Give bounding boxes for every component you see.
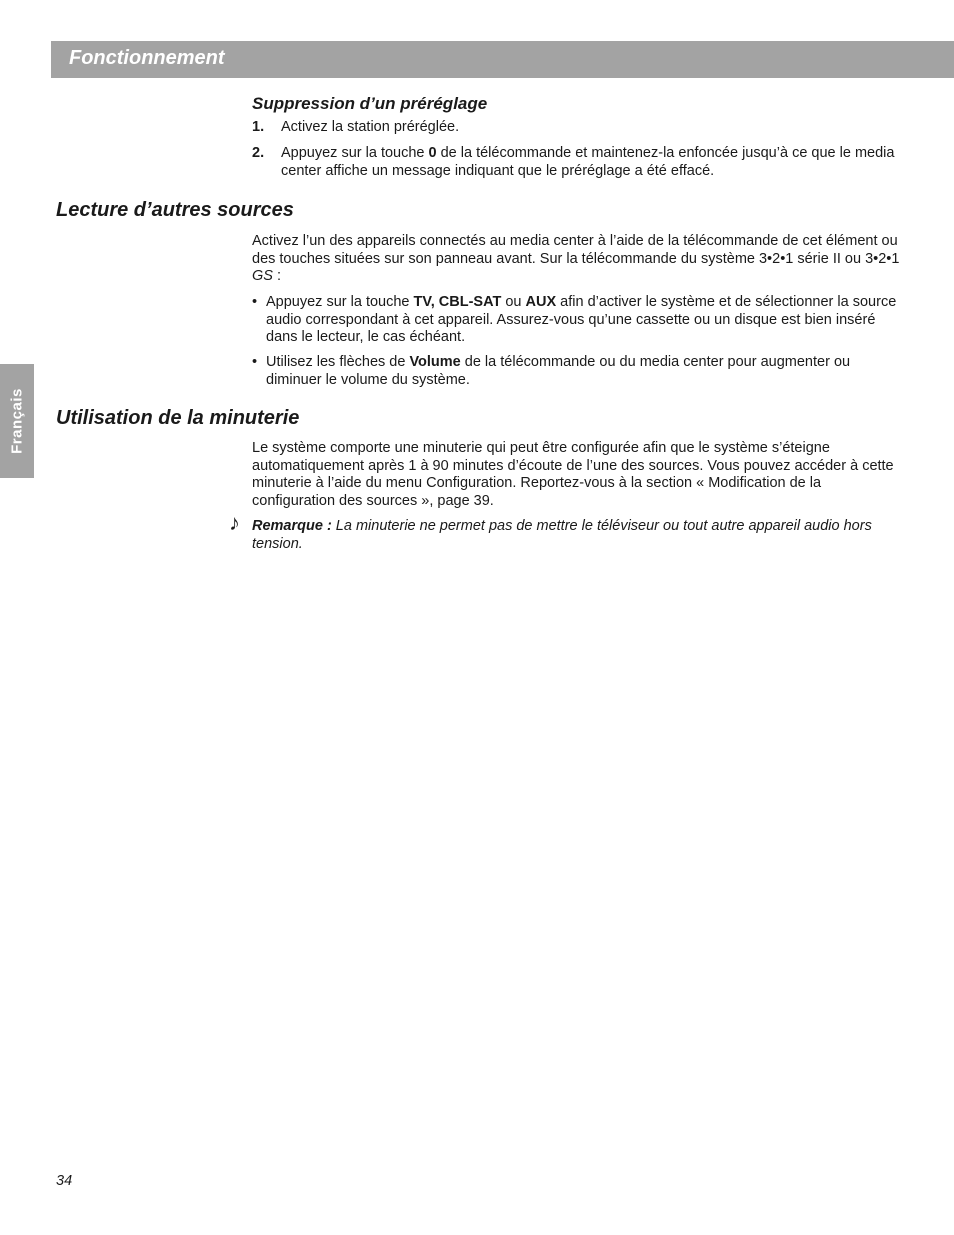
key-name: TV, CBL-SAT bbox=[413, 294, 502, 310]
key-name: 0 bbox=[428, 145, 437, 161]
bullet-text bbox=[266, 294, 902, 347]
bullet-text-part: Utilisez les flèches de bbox=[266, 354, 410, 370]
bullet-text-part: ou bbox=[501, 294, 526, 310]
bullet-text-part: afin d’activer le système et de sélectionner la source audio correspondant à cet appareil. Assurez-vous qu’une cassette ou un disque est bien inséré dans le lecteur, le cas échéant. bbox=[266, 294, 897, 345]
bullet-text bbox=[266, 354, 902, 389]
model-name: GS bbox=[252, 268, 273, 284]
step-number: 2. bbox=[252, 145, 265, 161]
language-tab-label: Français bbox=[8, 388, 26, 454]
step-number: 1. bbox=[252, 119, 265, 135]
timer-section-title: Utilisation de la minuterie bbox=[56, 407, 300, 429]
step-text: Activez la station préréglée. bbox=[281, 119, 460, 135]
intro-text: : bbox=[272, 268, 282, 284]
step-1 bbox=[252, 119, 902, 137]
music-note-icon: ♪ bbox=[229, 510, 240, 535]
step-text-part: Appuyez sur la touche bbox=[281, 145, 429, 161]
step-text bbox=[281, 145, 902, 180]
key-name: AUX bbox=[525, 294, 557, 310]
note-text: La minuterie ne permet pas de mettre le téléviseur ou tout autre appareil audio hors tension. bbox=[252, 518, 872, 552]
section-header-bar bbox=[51, 41, 954, 78]
step-text-part: de la télécommande et maintenez-la enfoncée jusqu’à ce que le media center affiche un message indiquant que le préréglage a été effacé. bbox=[281, 145, 895, 179]
bullet-icon: • bbox=[252, 354, 258, 370]
bullet-item bbox=[252, 294, 902, 347]
sources-section-title: Lecture d’autres sources bbox=[56, 199, 294, 221]
note bbox=[252, 518, 902, 553]
timer-body: Le système comporte une minuterie qui peut être configurée afin que le système s’éteigne automatiquement après 1 à 90 minutes d’écoute de l’une des sources. Vous pouvez accéder à cette minuterie à l’aide du menu Configuration. Reportez-vous à la section « Modification de la configuration des sources », page 39. bbox=[252, 440, 894, 509]
intro-text: Activez l’un des appareils connectés au media center à l’aide de la télécommande de cet élément ou des touches situées sur son panneau avant. Sur la télécommande du système 3•2•1 série II ou 3•2•1 bbox=[252, 233, 900, 267]
note-label: Remarque : bbox=[252, 518, 332, 534]
bullet-text-part: Appuyez sur la touche bbox=[266, 294, 414, 310]
preset-deletion-subtitle: Suppression d’un préréglage bbox=[252, 94, 488, 113]
section-header-title: Fonctionnement bbox=[69, 47, 225, 69]
language-tab bbox=[0, 364, 34, 478]
bullet-item bbox=[252, 354, 902, 389]
bullet-icon: • bbox=[252, 294, 258, 310]
page-number: 34 bbox=[56, 1173, 73, 1189]
step-2 bbox=[252, 145, 902, 180]
key-name: Volume bbox=[409, 354, 461, 370]
bullet-text-part: de la télécommande ou du media center pour augmenter ou diminuer le volume du système. bbox=[266, 354, 851, 388]
sources-intro bbox=[252, 233, 902, 286]
